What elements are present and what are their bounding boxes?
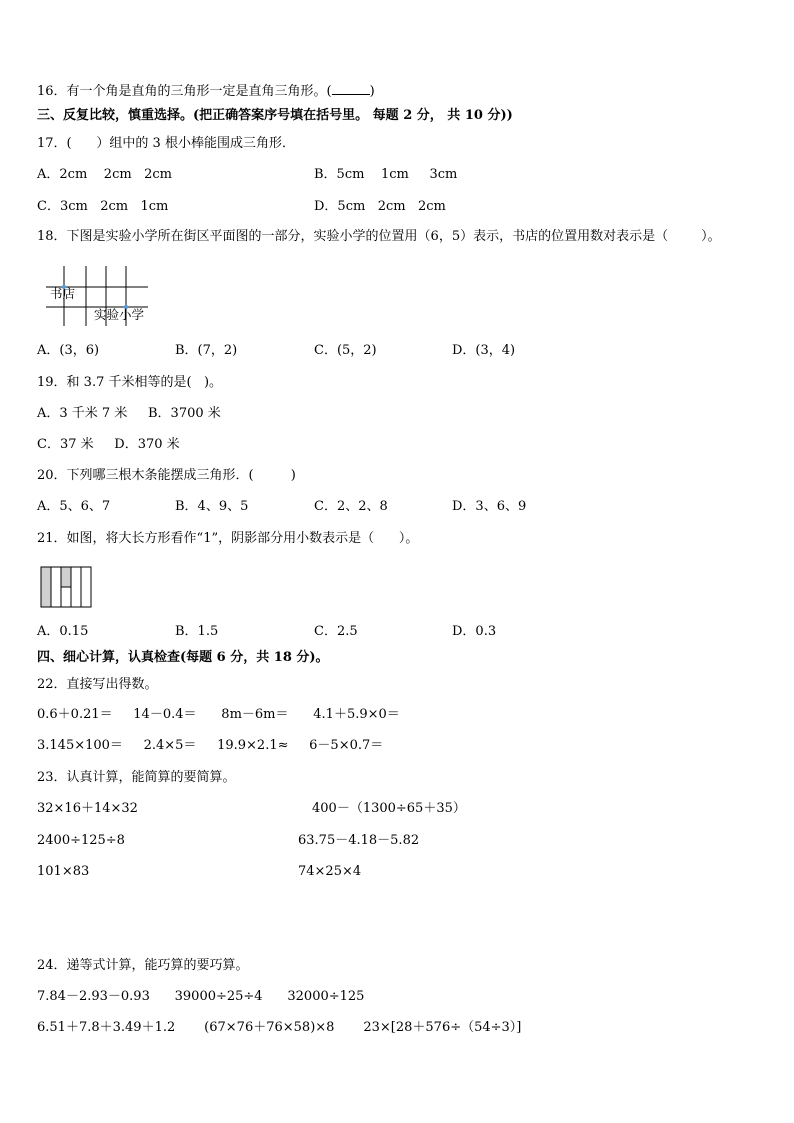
q21-option-d: D．0.3 <box>452 624 497 639</box>
q17-option-d: D．5cm 2cm 2cm <box>314 199 446 214</box>
section-4-heading: 四、细心计算，认真检查(每题 6 分，共 18 分)。 <box>37 650 329 665</box>
section-3-heading: 三、反复比较，慎重选择。(把正确答案序号填在括号里。 每题 2 分， 共 10 分)) <box>37 108 513 123</box>
question-16 <box>37 82 375 100</box>
q20-option-c: C．2、2、8 <box>314 499 388 514</box>
question-16-text: 16．有一个角是直角的三角形一定是直角三角形。( <box>37 84 332 99</box>
question-20: 20．下列哪三根木条能摆成三角形．( ) <box>37 468 296 483</box>
question-19: 19．和 3.7 千米相等的是( )。 <box>37 375 223 390</box>
answer-blank[interactable] <box>332 82 370 95</box>
q21-option-c: C．2.5 <box>314 624 358 639</box>
q19-options-ab: A．3 千米 7 米 B．3700 米 <box>37 406 221 421</box>
q23-expr-5: 101×83 <box>37 864 90 879</box>
q18-option-a: A．(3，6) <box>37 343 100 358</box>
question-16-close: ) <box>369 84 375 99</box>
q22-row-1: 0.6＋0.21＝ 14－0.4＝ 8m－6m＝ 4.1＋5.9×0＝ <box>37 707 400 722</box>
q17-option-b: B．5cm 1cm 3cm <box>314 167 458 182</box>
question-21: 21．如图，将大长方形看作“1”，阴影部分用小数表示是（ ）。 <box>37 531 419 546</box>
bookstore-label: 书店 <box>50 286 76 301</box>
q17-option-a: A．2cm 2cm 2cm <box>37 167 172 182</box>
shaded-strip <box>41 567 51 607</box>
shaded-half-strip <box>61 567 71 587</box>
q19-options-cd: C．37 米 D．370 米 <box>37 437 180 452</box>
rectangle-figure <box>40 566 94 612</box>
q23-expr-2: 400－（1300÷65＋35） <box>312 801 466 816</box>
q20-option-b: B．4、9、5 <box>175 499 249 514</box>
q18-option-b: B．(7，2) <box>175 343 238 358</box>
q23-expr-3: 2400÷125÷8 <box>37 833 125 848</box>
question-17: 17．( ）组中的 3 根小棒能围成三角形． <box>37 136 295 151</box>
q20-option-d: D．3、6、9 <box>452 499 527 514</box>
q18-option-c: C．(5，2) <box>314 343 377 358</box>
q23-expr-4: 63.75－4.18－5.82 <box>298 833 420 848</box>
question-24: 24．递等式计算，能巧算的要巧算。 <box>37 958 249 973</box>
q24-row-2: 6.51＋7.8＋3.49＋1.2 (67×76＋76×58)×8 23×[28＋576÷（54÷3）] <box>37 1020 522 1035</box>
school-label: 实验小学 <box>94 307 145 322</box>
q17-option-c: C．3cm 2cm 1cm <box>37 199 169 214</box>
q20-option-a: A．5、6、7 <box>37 499 111 514</box>
rectangle-svg <box>40 566 94 608</box>
q23-expr-1: 32×16＋14×32 <box>37 801 138 816</box>
question-18: 18．下图是实验小学所在街区平面图的一部分，实验小学的位置用（6，5）表示，书店的位置用数对表示是（ ）。 <box>37 229 721 244</box>
q24-row-1: 7.84－2.93－0.93 39000÷25÷4 32000÷125 <box>37 989 365 1004</box>
question-23: 23．认真计算，能简算的要简算。 <box>37 770 236 785</box>
q22-row-2: 3.145×100＝ 2.4×5＝ 19.9×2.1≈ 6－5×0.7＝ <box>37 738 384 753</box>
q21-option-a: A．0.15 <box>37 624 89 639</box>
question-22: 22．直接写出得数。 <box>37 677 158 692</box>
q23-expr-6: 74×25×4 <box>298 864 362 879</box>
street-grid-figure <box>44 266 164 328</box>
q18-option-d: D．(3，4) <box>452 343 516 358</box>
q21-option-b: B．1.5 <box>175 624 219 639</box>
